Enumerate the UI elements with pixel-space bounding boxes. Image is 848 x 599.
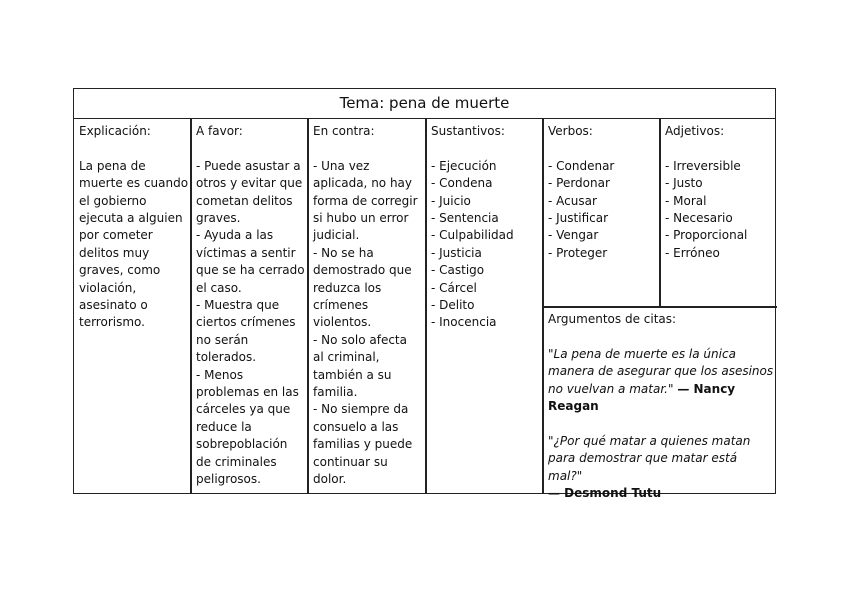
list-item: - Perdonar [548,176,610,191]
text-line: graves. [196,211,241,226]
text-line: - Puede asustar a [196,158,301,173]
text-line: La pena de [79,158,146,173]
text-line: terrorismo. [79,315,145,330]
text-line: al criminal, [313,350,380,365]
column-header: A favor: [196,124,243,138]
a-favor-text [196,158,308,489]
list-item: - Juicio [431,193,471,208]
argumentos-de-citas [543,307,775,501]
text-line: violación, [79,280,137,295]
text-line: - Ayuda a las [196,228,274,243]
list-item: - Cárcel [431,280,477,295]
list-item: - Justificar [548,211,609,226]
list-item: - Proporcional [665,228,748,243]
explicacion-text [79,158,190,332]
text-line: familias y puede [313,437,413,452]
quote-author: — Nancy [677,381,736,396]
list-item: - Justicia [431,245,482,260]
column-header: Sustantivos: [431,124,505,138]
text-line: - No solo afecta [313,332,407,347]
column-header: Adjetivos: [665,124,725,138]
column-sustantivos [426,119,542,493]
text-line: forma de corregir [313,193,418,208]
text-line: tolerados. [196,350,257,365]
text-line: familia. [313,385,358,400]
list-item: - Vengar [548,228,599,243]
column-header: Verbos: [548,124,593,138]
list-item: - Ejecución [431,158,497,173]
text-line: - No se ha [313,245,374,260]
text-line: peligrosos. [196,472,261,487]
sustantivos-list [431,158,542,332]
column-header: Explicación: [79,124,151,138]
list-item: - Inocencia [431,315,497,330]
text-line: reduce la [196,419,252,434]
en-contra-text [313,158,425,489]
list-item: - Necesario [665,211,733,226]
adjetivos-list [665,158,777,262]
list-item: - Proteger [548,245,608,260]
quote-line: no vuelvan a matar." [548,381,674,396]
quote-author: — Desmond Tutu [548,486,662,501]
quote-line: manera de asegurar que los asesinos [548,364,774,379]
text-line: aplicada, no hay [313,176,413,191]
text-line: problemas en las [196,385,299,400]
column-header: En contra: [313,124,375,138]
column-en-contra [308,119,425,493]
topic-table [73,88,776,501]
quote-desmond-tutu [548,433,775,503]
text-line: muerte es cuando [79,176,189,191]
quote-line: "La pena de muerte es la única [548,346,736,361]
column-header: Argumentos de citas: [548,312,677,326]
text-line: delitos muy [79,245,150,260]
text-line: también a su [313,367,392,382]
text-line: de criminales [196,454,277,469]
text-line: cárceles ya que [196,402,291,417]
list-item: - Condena [431,176,493,191]
text-line: si hubo un error [313,211,409,226]
text-line: judicial. [313,228,360,243]
list-item: - Castigo [431,263,485,278]
text-line: asesinato o [79,298,148,313]
column-adjetivos [660,119,777,305]
text-line: por cometer [79,228,153,243]
list-item: - Moral [665,193,707,208]
list-item: - Delito [431,298,475,313]
text-line: - Muestra que [196,298,280,313]
text-line: ejecuta a alguien [79,211,183,226]
text-line: que se ha cerrado [196,263,305,278]
quote-line: para demostrar que matar está mal?" [548,451,738,483]
text-line: - No siempre da [313,402,409,417]
text-line: cometan delitos [196,193,293,208]
text-line: consuelo a las [313,419,399,434]
table-title: Tema: pena de muerte [74,89,775,119]
list-item: - Sentencia [431,211,499,226]
text-line: no serán [196,332,249,347]
column-a-favor [191,119,308,493]
text-line: - Una vez [313,158,370,173]
text-line: reduzca los [313,280,382,295]
quote-nancy-reagan [548,346,775,416]
text-line: dolor. [313,472,347,487]
verbos-list [548,158,659,262]
text-line: graves, como [79,263,161,278]
list-item: - Erróneo [665,245,720,260]
list-item: - Acusar [548,193,597,208]
column-verbos [543,119,659,305]
list-item: - Culpabilidad [431,228,514,243]
text-line: violentos. [313,315,372,330]
text-line: el caso. [196,280,242,295]
text-line: crímenes [313,298,369,313]
text-line: demostrado que [313,263,412,278]
list-item: - Condenar [548,158,615,173]
quote-line: "¿Por qué matar a quienes matan [548,433,751,448]
text-line: - Menos [196,367,244,382]
column-explicacion [74,119,190,493]
text-line: víctimas a sentir [196,245,296,260]
text-line: ciertos crímenes [196,315,296,330]
list-item: - Justo [665,176,703,191]
quote-author: Reagan [548,399,599,414]
text-line: continuar su [313,454,388,469]
text-line: sobrepoblación [196,437,288,452]
text-line: el gobierno [79,193,147,208]
list-item: - Irreversible [665,158,741,173]
text-line: otros y evitar que [196,176,303,191]
